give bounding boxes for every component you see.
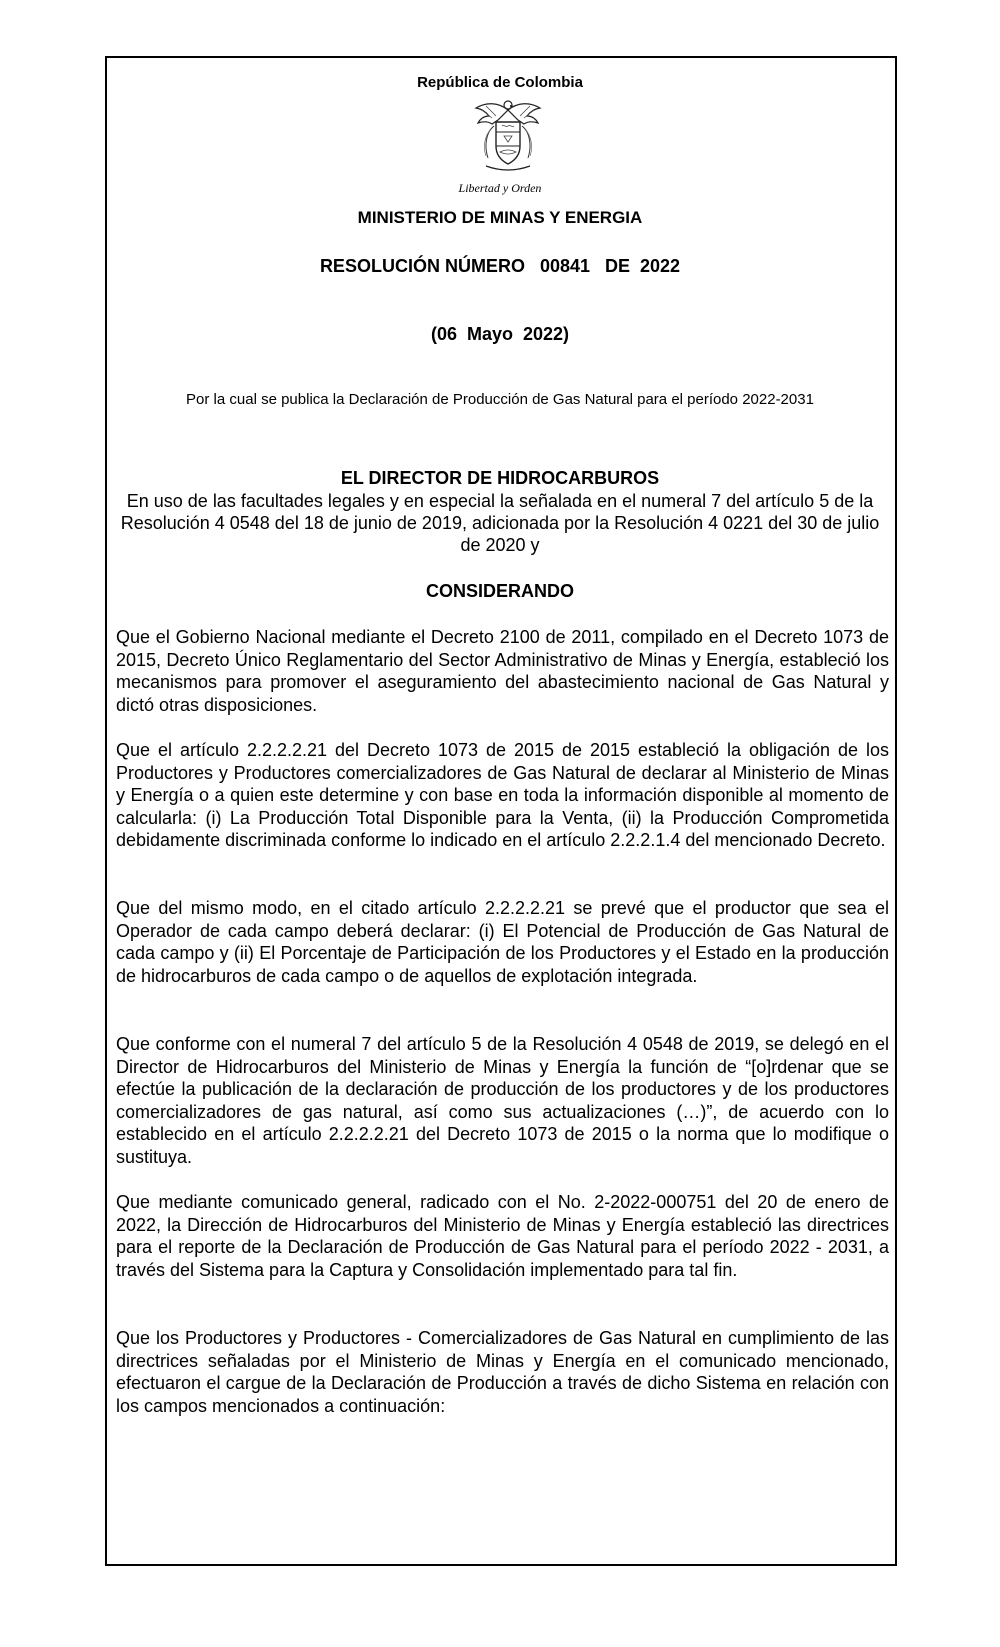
resolution-number: RESOLUCIÓN NÚMERO 00841 DE 2022 xyxy=(319,256,681,276)
motto-text: Libertad y Orden xyxy=(458,181,542,195)
considerando-paragraph: Que los Productores y Productores - Comercializadores de Gas Natural en cumplimiento de las directrices señaladas por el Ministerio de Minas y Energía en el comunicado mencionado, efectuaron el cargue de la Declaración de Producción a través de dicho Sistema en relación con los campos mencionados a continuación: xyxy=(116,1328,889,1416)
considerando-paragraph: Que conforme con el numeral 7 del artículo 5 de la Resolución 4 0548 de 2019, se delegó en el Director de Hidrocarburos del Ministerio de Minas y Energía la función de “[o]rdenar que se efectúe la publicación de la declaración de producción de los productores y de los productores comercializadores de gas natural, así como sus actualizaciones (…)”, de acuerdo con lo establecido en el artículo 2.2.2.2.21 del Decreto 1073 de 2015 o la norma que lo modifique o sustituya. xyxy=(116,1034,889,1167)
considerando-heading: CONSIDERANDO xyxy=(425,581,574,601)
resolution-date: (06 Mayo 2022) xyxy=(430,324,570,344)
considerando-paragraph: Que el Gobierno Nacional mediante el Decreto 2100 de 2011, compilado en el Decreto 1073 de 2015, Decreto Único Reglamentario del Sector Administrativo de Minas y Energía, estableció los mecanismos para promover el aseguramiento del abastecimiento nacional de Gas Natural y dictó otras disposiciones. xyxy=(116,627,889,715)
resolution-subject: Por la cual se publica la Declaración de Producción de Gas Natural para el período 2022-2031 xyxy=(186,391,814,408)
ministry-name: MINISTERIO DE MINAS Y ENERGIA xyxy=(357,208,643,227)
legal-faculties-text: En uso de las facultades legales y en especial la señalada en el numeral 7 del artículo 5 de la Resolución 4 0548 del 18 de junio de 2019, adicionada por la Resolución 4 0221 del 30 de julio de 2020 y xyxy=(120,491,880,555)
considerando-paragraph: Que el artículo 2.2.2.2.21 del Decreto 1073 de 2015 de 2015 estableció la obligación de los Productores y Productores comercializadores de Gas Natural de declarar al Ministerio de Minas y Energía o a quien este determine y con base en toda la información disponible al momento de calcularla: (i) La Producción Total Disponible para la Venta, (ii) la Producción Comprometida debidamente discriminada conforme lo indicado en el artículo 2.2.2.1.4 del mencionado Decreto. xyxy=(116,740,889,850)
director-title: EL DIRECTOR DE HIDROCARBUROS xyxy=(340,468,660,488)
republica-heading: República de Colombia xyxy=(417,74,583,91)
considerando-paragraph: Que mediante comunicado general, radicado con el No. 2-2022-000751 del 20 de enero de 2022, la Dirección de Hidrocarburos del Ministerio de Minas y Energía estableció las directrices para el reporte de la Declaración de Producción de Gas Natural para el período 2022 - 2031, a través del Sistema para la Captura y Consolidación implementado para tal fin. xyxy=(116,1192,889,1280)
coat-of-arms-icon xyxy=(472,96,544,176)
considerando-paragraph: Que del mismo modo, en el citado artículo 2.2.2.2.21 se prevé que el productor que sea el Operador de cada campo deberá declarar: (i) El Potencial de Producción de Gas Natural de cada campo y (ii) El Porcentaje de Participación de los Productores y el Estado en la producción de hidrocarburos de cada campo o de aquellos de explotación integrada. xyxy=(116,898,889,986)
